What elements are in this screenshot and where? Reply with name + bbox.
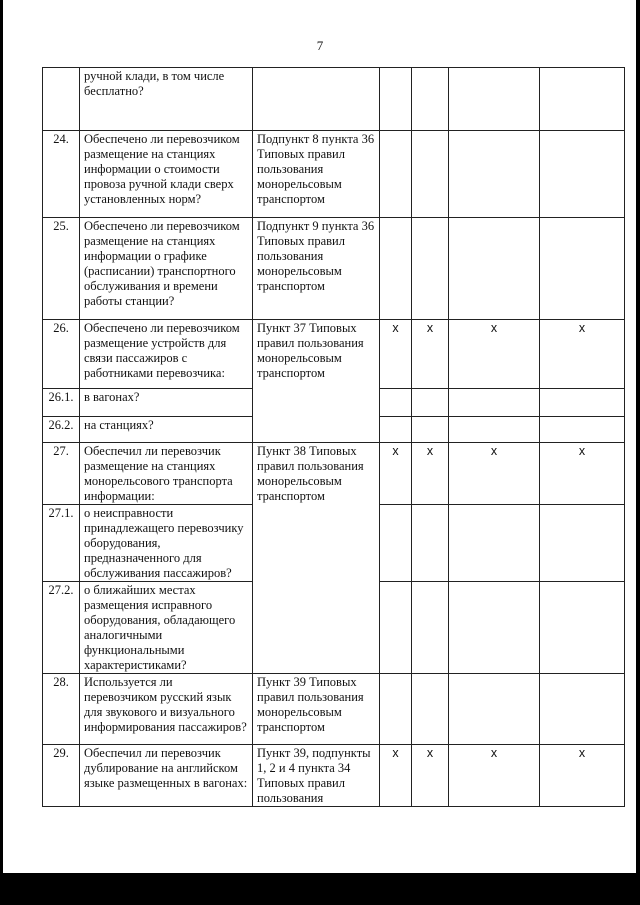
not-applicable-cell: [449, 674, 540, 745]
answer-no-cell: [412, 417, 449, 443]
not-applicable-cell: [449, 389, 540, 417]
answer-yes-cell: [380, 582, 412, 674]
answer-yes-mark: x: [380, 443, 412, 505]
not-applicable-mark: x: [449, 745, 540, 807]
answer-yes-cell: [380, 389, 412, 417]
not-applicable-cell: [449, 417, 540, 443]
table-row: [43, 443, 625, 505]
answer-no-mark: x: [412, 320, 449, 389]
answer-no-cell: [412, 389, 449, 417]
answer-no-cell: [412, 68, 449, 131]
answer-no-cell: [412, 674, 449, 745]
table-row: [43, 745, 625, 807]
table-row: [43, 320, 625, 389]
row-number: 27.: [43, 443, 80, 505]
notes-mark: x: [540, 443, 625, 505]
question-cell: Обеспечено ли перевозчиком размещение на станциях информации о стоимости провоза ручной клади сверх установленных норм?: [80, 131, 253, 218]
table-row: [43, 68, 625, 131]
answer-no-mark: x: [412, 443, 449, 505]
question-cell: в вагонах?: [80, 389, 253, 417]
reference-cell: Пункт 38 Типовых правил пользования монорельсовым транспортом: [253, 443, 380, 674]
row-number: 26.: [43, 320, 80, 389]
row-number: 24.: [43, 131, 80, 218]
row-number: 26.1.: [43, 389, 80, 417]
reference-cell: Подпункт 9 пункта 36 Типовых правил пользования монорельсовым транспортом: [253, 218, 380, 320]
answer-yes-cell: [380, 505, 412, 582]
not-applicable-cell: [449, 582, 540, 674]
not-applicable-cell: [449, 505, 540, 582]
not-applicable-mark: x: [449, 320, 540, 389]
answer-yes-mark: x: [380, 320, 412, 389]
page-number: 7: [316, 38, 324, 53]
row-number: 28.: [43, 674, 80, 745]
not-applicable-mark: x: [449, 443, 540, 505]
row-number: [43, 68, 80, 131]
row-number: 29.: [43, 745, 80, 807]
notes-cell: [540, 674, 625, 745]
answer-no-mark: x: [412, 745, 449, 807]
notes-cell: [540, 505, 625, 582]
answer-yes-cell: [380, 674, 412, 745]
table-row: [43, 218, 625, 320]
scan-edge-right: [636, 0, 640, 905]
row-number: 26.2.: [43, 417, 80, 443]
not-applicable-cell: [449, 131, 540, 218]
notes-mark: x: [540, 320, 625, 389]
notes-mark: x: [540, 745, 625, 807]
checklist-table: [42, 67, 625, 807]
table-row: [43, 131, 625, 218]
not-applicable-cell: [449, 218, 540, 320]
answer-yes-mark: x: [380, 745, 412, 807]
question-cell: Используется ли перевозчиком русский язык для звукового и визуального информирования пассажиров?: [80, 674, 253, 745]
question-cell: Обеспечил ли перевозчик размещение на станциях монорельсового транспорта информации:: [80, 443, 253, 505]
reference-cell: Пункт 39, подпункты 1, 2 и 4 пункта 34 Типовых правил пользования: [253, 745, 380, 807]
reference-cell: Подпункт 8 пункта 36 Типовых правил пользования монорельсовым транспортом: [253, 131, 380, 218]
reference-cell: Пункт 39 Типовых правил пользования монорельсовым транспортом: [253, 674, 380, 745]
answer-no-cell: [412, 131, 449, 218]
answer-no-cell: [412, 582, 449, 674]
not-applicable-cell: [449, 68, 540, 131]
question-cell: ручной клади, в том числе бесплатно?: [80, 68, 253, 131]
notes-cell: [540, 218, 625, 320]
row-number: 27.2.: [43, 582, 80, 674]
answer-no-cell: [412, 218, 449, 320]
answer-yes-cell: [380, 218, 412, 320]
answer-yes-cell: [380, 131, 412, 218]
question-cell: о неисправности принадлежащего перевозчику оборудования, предназначенного для обслуживания пассажиров?: [80, 505, 253, 582]
notes-cell: [540, 417, 625, 443]
notes-cell: [540, 68, 625, 131]
question-cell: Обеспечено ли перевозчиком размещение устройств для связи пассажиров с работниками перевозчика:: [80, 320, 253, 389]
notes-cell: [540, 389, 625, 417]
answer-yes-cell: [380, 417, 412, 443]
answer-yes-cell: [380, 68, 412, 131]
question-cell: Обеспечил ли перевозчик дублирование на английском языке размещенных в вагонах:: [80, 745, 253, 807]
question-cell: Обеспечено ли перевозчиком размещение на станциях информации о графике (расписании) транспортного обслуживания и времени работы станции?: [80, 218, 253, 320]
reference-cell: Пункт 37 Типовых правил пользования монорельсовым транспортом: [253, 320, 380, 443]
question-cell: на станциях?: [80, 417, 253, 443]
notes-cell: [540, 131, 625, 218]
question-cell: о ближайших местах размещения исправного оборудования, обладающего аналогичными функциональными характеристиками?: [80, 582, 253, 674]
reference-cell: [253, 68, 380, 131]
scan-edge-bottom: [0, 873, 640, 905]
table-row: [43, 674, 625, 745]
notes-cell: [540, 582, 625, 674]
scan-edge-left: [0, 0, 3, 905]
row-number: 27.1.: [43, 505, 80, 582]
answer-no-cell: [412, 505, 449, 582]
row-number: 25.: [43, 218, 80, 320]
